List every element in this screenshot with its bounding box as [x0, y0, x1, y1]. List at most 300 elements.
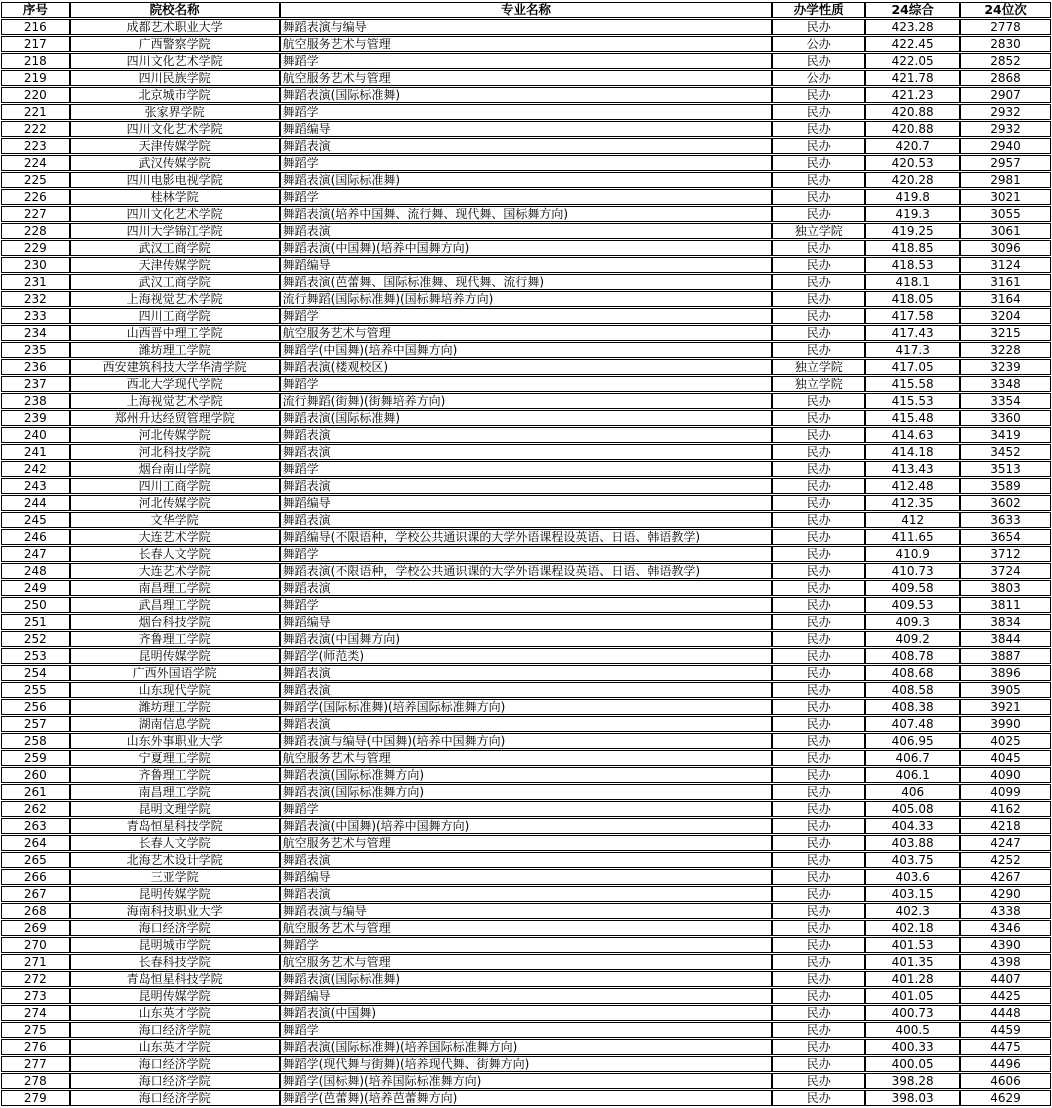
cell-school-name: 河北科技学院: [70, 444, 280, 460]
cell-major-name: 航空服务艺术与管理: [280, 954, 773, 970]
cell-score-24: 408.78: [865, 648, 960, 664]
table-row: [1, 478, 1051, 494]
cell-school-type: 民办: [772, 614, 865, 630]
cell-seq-no: 264: [1, 835, 70, 851]
table-row: [1, 257, 1051, 273]
cell-school-name: 昆明传媒学院: [70, 648, 280, 664]
cell-school-type: 民办: [772, 172, 865, 188]
cell-school-name: 广西警察学院: [70, 36, 280, 52]
cell-school-name: 昆明文理学院: [70, 801, 280, 817]
cell-score-24: 412: [865, 512, 960, 528]
table-row: [1, 121, 1051, 137]
cell-major-name: 舞蹈表演(国际标准舞方向): [280, 767, 773, 783]
cell-school-name: 广西外国语学院: [70, 665, 280, 681]
cell-seq-no: 279: [1, 1090, 70, 1106]
cell-score-24: 420.53: [865, 155, 960, 171]
cell-rank-24: 3896: [960, 665, 1051, 681]
cell-rank-24: 4398: [960, 954, 1051, 970]
cell-major-name: 航空服务艺术与管理: [280, 325, 773, 341]
cell-major-name: 舞蹈学: [280, 597, 773, 613]
cell-score-24: 413.43: [865, 461, 960, 477]
cell-school-type: 民办: [772, 461, 865, 477]
college-rank-table: [1, 1, 1051, 1107]
cell-school-name: 北海艺术设计学院: [70, 852, 280, 868]
cell-major-name: 舞蹈表演: [280, 665, 773, 681]
cell-school-name: 成都艺术职业大学: [70, 19, 280, 35]
cell-score-24: 402.18: [865, 920, 960, 936]
cell-major-name: 舞蹈编导: [280, 988, 773, 1004]
cell-school-type: 民办: [772, 512, 865, 528]
cell-rank-24: 3055: [960, 206, 1051, 222]
cell-rank-24: 3905: [960, 682, 1051, 698]
cell-seq-no: 263: [1, 818, 70, 834]
cell-school-name: 张家界学院: [70, 104, 280, 120]
cell-school-type: 民办: [772, 325, 865, 341]
table-row: [1, 631, 1051, 647]
cell-score-24: 401.35: [865, 954, 960, 970]
table-row: [1, 155, 1051, 171]
cell-school-type: 民办: [772, 580, 865, 596]
cell-score-24: 398.28: [865, 1073, 960, 1089]
cell-major-name: 舞蹈学: [280, 937, 773, 953]
table-row: [1, 291, 1051, 307]
cell-rank-24: 4425: [960, 988, 1051, 1004]
cell-seq-no: 277: [1, 1056, 70, 1072]
table-row: [1, 70, 1051, 86]
cell-seq-no: 225: [1, 172, 70, 188]
cell-school-name: 山东现代学院: [70, 682, 280, 698]
cell-seq-no: 217: [1, 36, 70, 52]
cell-score-24: 406.95: [865, 733, 960, 749]
cell-school-name: 天津传媒学院: [70, 257, 280, 273]
cell-rank-24: 4475: [960, 1039, 1051, 1055]
cell-major-name: 舞蹈表演(国际标准舞): [280, 410, 773, 426]
cell-score-24: 411.65: [865, 529, 960, 545]
column-header-type: 办学性质: [772, 2, 865, 18]
cell-major-name: 舞蹈表演: [280, 444, 773, 460]
cell-score-24: 408.38: [865, 699, 960, 715]
cell-major-name: 舞蹈学: [280, 308, 773, 324]
cell-seq-no: 229: [1, 240, 70, 256]
cell-rank-24: 4045: [960, 750, 1051, 766]
cell-score-24: 420.7: [865, 138, 960, 154]
table-row: [1, 1090, 1051, 1106]
column-header-school: 院校名称: [70, 2, 280, 18]
cell-school-name: 上海视觉艺术学院: [70, 393, 280, 409]
cell-score-24: 420.88: [865, 121, 960, 137]
cell-score-24: 417.58: [865, 308, 960, 324]
cell-school-type: 民办: [772, 240, 865, 256]
cell-school-type: 民办: [772, 920, 865, 936]
cell-seq-no: 273: [1, 988, 70, 1004]
table-row: [1, 886, 1051, 902]
cell-score-24: 403.75: [865, 852, 960, 868]
cell-school-type: 民办: [772, 1090, 865, 1106]
cell-score-24: 403.6: [865, 869, 960, 885]
cell-major-name: 舞蹈表演(国际标准舞方向): [280, 784, 773, 800]
cell-rank-24: 3096: [960, 240, 1051, 256]
cell-score-24: 410.9: [865, 546, 960, 562]
cell-school-name: 宁夏理工学院: [70, 750, 280, 766]
table-row: [1, 444, 1051, 460]
cell-school-name: 海口经济学院: [70, 1022, 280, 1038]
cell-school-name: 海南科技职业大学: [70, 903, 280, 919]
table-body: [1, 19, 1051, 1106]
cell-seq-no: 278: [1, 1073, 70, 1089]
cell-rank-24: 4025: [960, 733, 1051, 749]
cell-seq-no: 227: [1, 206, 70, 222]
cell-seq-no: 241: [1, 444, 70, 460]
cell-score-24: 408.58: [865, 682, 960, 698]
cell-seq-no: 233: [1, 308, 70, 324]
cell-seq-no: 265: [1, 852, 70, 868]
cell-school-name: 四川大学锦江学院: [70, 223, 280, 239]
column-header-rank-24: 24位次: [960, 2, 1051, 18]
cell-school-name: 武昌理工学院: [70, 597, 280, 613]
cell-school-name: 上海视觉艺术学院: [70, 291, 280, 307]
cell-major-name: 流行舞蹈(街舞)(街舞培养方向): [280, 393, 773, 409]
cell-score-24: 407.48: [865, 716, 960, 732]
cell-rank-24: 3061: [960, 223, 1051, 239]
cell-score-24: 401.28: [865, 971, 960, 987]
cell-major-name: 舞蹈学: [280, 104, 773, 120]
cell-seq-no: 274: [1, 1005, 70, 1021]
table-row: [1, 138, 1051, 154]
table-row: [1, 903, 1051, 919]
cell-score-24: 417.3: [865, 342, 960, 358]
cell-seq-no: 256: [1, 699, 70, 715]
table-row: [1, 427, 1051, 443]
cell-score-24: 419.25: [865, 223, 960, 239]
table-row: [1, 580, 1051, 596]
cell-seq-no: 223: [1, 138, 70, 154]
cell-score-24: 400.73: [865, 1005, 960, 1021]
cell-score-24: 420.88: [865, 104, 960, 120]
cell-major-name: 流行舞蹈(国际标准舞)(国标舞培养方向): [280, 291, 773, 307]
table-row: [1, 1022, 1051, 1038]
cell-major-name: 舞蹈表演: [280, 138, 773, 154]
cell-school-type: 民办: [772, 291, 865, 307]
table-row: [1, 342, 1051, 358]
cell-rank-24: 3124: [960, 257, 1051, 273]
cell-seq-no: 224: [1, 155, 70, 171]
cell-major-name: 舞蹈学: [280, 53, 773, 69]
cell-major-name: 舞蹈编导: [280, 495, 773, 511]
header-row: [1, 2, 1051, 18]
cell-major-name: 舞蹈学(师范类): [280, 648, 773, 664]
table-row: [1, 954, 1051, 970]
cell-school-type: 民办: [772, 682, 865, 698]
cell-school-type: 民办: [772, 1073, 865, 1089]
cell-rank-24: 3633: [960, 512, 1051, 528]
cell-school-name: 昆明传媒学院: [70, 988, 280, 1004]
cell-major-name: 舞蹈表演(国际标准舞)(培养国际标准舞方向): [280, 1039, 773, 1055]
cell-school-type: 民办: [772, 801, 865, 817]
cell-school-name: 四川电影电视学院: [70, 172, 280, 188]
cell-major-name: 舞蹈表演: [280, 886, 773, 902]
cell-seq-no: 248: [1, 563, 70, 579]
cell-score-24: 409.3: [865, 614, 960, 630]
cell-rank-24: 2932: [960, 104, 1051, 120]
cell-school-type: 民办: [772, 155, 865, 171]
cell-seq-no: 276: [1, 1039, 70, 1055]
cell-score-24: 418.1: [865, 274, 960, 290]
cell-rank-24: 2830: [960, 36, 1051, 52]
cell-rank-24: 3452: [960, 444, 1051, 460]
cell-score-24: 417.05: [865, 359, 960, 375]
table-row: [1, 682, 1051, 698]
cell-school-type: 民办: [772, 716, 865, 732]
cell-school-name: 西安建筑科技大学华清学院: [70, 359, 280, 375]
cell-school-type: 民办: [772, 631, 865, 647]
table-row: [1, 359, 1051, 375]
cell-score-24: 409.53: [865, 597, 960, 613]
cell-seq-no: 216: [1, 19, 70, 35]
cell-seq-no: 251: [1, 614, 70, 630]
cell-school-name: 昆明城市学院: [70, 937, 280, 953]
table-row: [1, 325, 1051, 341]
cell-school-name: 大连艺术学院: [70, 563, 280, 579]
cell-school-type: 民办: [772, 869, 865, 885]
cell-rank-24: 3204: [960, 308, 1051, 324]
cell-school-name: 山西晋中理工学院: [70, 325, 280, 341]
cell-score-24: 401.53: [865, 937, 960, 953]
table-row: [1, 461, 1051, 477]
table-row: [1, 189, 1051, 205]
cell-rank-24: 3803: [960, 580, 1051, 596]
cell-school-type: 公办: [772, 36, 865, 52]
cell-rank-24: 2778: [960, 19, 1051, 35]
cell-school-name: 河北传媒学院: [70, 427, 280, 443]
table-row: [1, 665, 1051, 681]
cell-school-name: 桂林学院: [70, 189, 280, 205]
table-row: [1, 614, 1051, 630]
cell-seq-no: 222: [1, 121, 70, 137]
cell-score-24: 405.08: [865, 801, 960, 817]
cell-school-name: 武汉传媒学院: [70, 155, 280, 171]
cell-school-name: 潍坊理工学院: [70, 342, 280, 358]
cell-score-24: 423.28: [865, 19, 960, 35]
cell-school-name: 烟台南山学院: [70, 461, 280, 477]
cell-major-name: 舞蹈表演: [280, 852, 773, 868]
cell-school-name: 武汉工商学院: [70, 274, 280, 290]
cell-major-name: 舞蹈表演(中国舞)(培养中国舞方向): [280, 240, 773, 256]
cell-rank-24: 4496: [960, 1056, 1051, 1072]
cell-score-24: 400.33: [865, 1039, 960, 1055]
cell-major-name: 舞蹈表演(中国舞)(培养中国舞方向): [280, 818, 773, 834]
cell-major-name: 舞蹈学(国际标准舞)(培养国际标准舞方向): [280, 699, 773, 715]
cell-school-name: 海口经济学院: [70, 920, 280, 936]
cell-major-name: 航空服务艺术与管理: [280, 36, 773, 52]
cell-school-name: 长春人文学院: [70, 835, 280, 851]
table-row: [1, 784, 1051, 800]
cell-rank-24: 4629: [960, 1090, 1051, 1106]
cell-school-type: 民办: [772, 495, 865, 511]
cell-school-type: 民办: [772, 546, 865, 562]
cell-school-name: 南昌理工学院: [70, 580, 280, 596]
cell-seq-no: 234: [1, 325, 70, 341]
cell-school-type: 民办: [772, 597, 865, 613]
cell-rank-24: 4606: [960, 1073, 1051, 1089]
table-row: [1, 19, 1051, 35]
cell-rank-24: 2940: [960, 138, 1051, 154]
cell-seq-no: 266: [1, 869, 70, 885]
cell-score-24: 406.1: [865, 767, 960, 783]
cell-major-name: 舞蹈学: [280, 155, 773, 171]
cell-seq-no: 220: [1, 87, 70, 103]
table-row: [1, 36, 1051, 52]
cell-major-name: 舞蹈表演与编导: [280, 19, 773, 35]
cell-school-type: 民办: [772, 988, 865, 1004]
cell-rank-24: 4252: [960, 852, 1051, 868]
cell-school-name: 昆明传媒学院: [70, 886, 280, 902]
table-row: [1, 767, 1051, 783]
cell-major-name: 舞蹈学(现代舞与街舞)(培养现代舞、街舞方向): [280, 1056, 773, 1072]
cell-rank-24: 3589: [960, 478, 1051, 494]
cell-major-name: 舞蹈编导(不限语种，学校公共通识课的大学外语课程设英语、日语、韩语教学): [280, 529, 773, 545]
cell-seq-no: 270: [1, 937, 70, 953]
cell-school-type: 民办: [772, 121, 865, 137]
table-row: [1, 818, 1051, 834]
cell-school-type: 民办: [772, 699, 865, 715]
cell-rank-24: 2852: [960, 53, 1051, 69]
cell-seq-no: 258: [1, 733, 70, 749]
table-row: [1, 988, 1051, 1004]
cell-school-type: 民办: [772, 478, 865, 494]
cell-major-name: 舞蹈学(芭蕾舞)(培养芭蕾舞方向): [280, 1090, 773, 1106]
cell-major-name: 舞蹈编导: [280, 121, 773, 137]
cell-rank-24: 4407: [960, 971, 1051, 987]
cell-school-type: 民办: [772, 444, 865, 460]
cell-rank-24: 3811: [960, 597, 1051, 613]
cell-major-name: 舞蹈表演与编导(中国舞)(培养中国舞方向): [280, 733, 773, 749]
cell-school-name: 武汉工商学院: [70, 240, 280, 256]
cell-school-type: 民办: [772, 1039, 865, 1055]
cell-major-name: 舞蹈表演(培养中国舞、流行舞、现代舞、国标舞方向): [280, 206, 773, 222]
table-row: [1, 393, 1051, 409]
cell-school-type: 民办: [772, 410, 865, 426]
cell-rank-24: 3419: [960, 427, 1051, 443]
table-row: [1, 699, 1051, 715]
cell-rank-24: 4346: [960, 920, 1051, 936]
cell-major-name: 航空服务艺术与管理: [280, 750, 773, 766]
cell-score-24: 418.05: [865, 291, 960, 307]
cell-major-name: 舞蹈表演: [280, 427, 773, 443]
cell-seq-no: 245: [1, 512, 70, 528]
cell-seq-no: 228: [1, 223, 70, 239]
cell-school-type: 民办: [772, 852, 865, 868]
table-row: [1, 1056, 1051, 1072]
cell-rank-24: 4459: [960, 1022, 1051, 1038]
cell-school-type: 民办: [772, 206, 865, 222]
cell-school-name: 四川文化艺术学院: [70, 53, 280, 69]
cell-score-24: 415.53: [865, 393, 960, 409]
cell-major-name: 舞蹈学: [280, 1022, 773, 1038]
cell-major-name: 舞蹈表演: [280, 716, 773, 732]
cell-school-type: 公办: [772, 70, 865, 86]
cell-rank-24: 4390: [960, 937, 1051, 953]
cell-score-24: 406.7: [865, 750, 960, 766]
cell-school-name: 四川文化艺术学院: [70, 121, 280, 137]
cell-major-name: 舞蹈表演(国际标准舞): [280, 971, 773, 987]
cell-score-24: 421.78: [865, 70, 960, 86]
cell-school-type: 独立学院: [772, 376, 865, 392]
cell-seq-no: 244: [1, 495, 70, 511]
cell-school-type: 民办: [772, 19, 865, 35]
cell-score-24: 419.3: [865, 206, 960, 222]
cell-major-name: 舞蹈表演: [280, 478, 773, 494]
cell-school-type: 民办: [772, 937, 865, 953]
table-row: [1, 750, 1051, 766]
cell-seq-no: 268: [1, 903, 70, 919]
cell-school-name: 山东英才学院: [70, 1005, 280, 1021]
cell-score-24: 401.05: [865, 988, 960, 1004]
cell-school-name: 三亚学院: [70, 869, 280, 885]
cell-seq-no: 242: [1, 461, 70, 477]
cell-major-name: 舞蹈表演(不限语种，学校公共通识课的大学外语课程设英语、日语、韩语教学): [280, 563, 773, 579]
cell-school-type: 民办: [772, 1056, 865, 1072]
cell-school-name: 齐鲁理工学院: [70, 631, 280, 647]
cell-seq-no: 230: [1, 257, 70, 273]
cell-score-24: 403.88: [865, 835, 960, 851]
cell-seq-no: 247: [1, 546, 70, 562]
table-row: [1, 716, 1051, 732]
cell-school-name: 长春人文学院: [70, 546, 280, 562]
cell-score-24: 404.33: [865, 818, 960, 834]
cell-major-name: 舞蹈编导: [280, 614, 773, 630]
cell-school-name: 郑州升达经贸管理学院: [70, 410, 280, 426]
cell-school-name: 长春科技学院: [70, 954, 280, 970]
cell-score-24: 402.3: [865, 903, 960, 919]
table-row: [1, 648, 1051, 664]
cell-seq-no: 255: [1, 682, 70, 698]
table-row: [1, 801, 1051, 817]
cell-seq-no: 253: [1, 648, 70, 664]
cell-school-type: 民办: [772, 1005, 865, 1021]
cell-school-type: 民办: [772, 529, 865, 545]
cell-rank-24: 3021: [960, 189, 1051, 205]
table-row: [1, 53, 1051, 69]
cell-seq-no: 221: [1, 104, 70, 120]
cell-rank-24: 3360: [960, 410, 1051, 426]
cell-school-type: 民办: [772, 784, 865, 800]
cell-school-name: 海口经济学院: [70, 1090, 280, 1106]
cell-rank-24: 3239: [960, 359, 1051, 375]
cell-school-type: 民办: [772, 665, 865, 681]
table-row: [1, 410, 1051, 426]
cell-rank-24: 4162: [960, 801, 1051, 817]
cell-school-name: 北京城市学院: [70, 87, 280, 103]
cell-school-type: 独立学院: [772, 359, 865, 375]
cell-seq-no: 259: [1, 750, 70, 766]
cell-seq-no: 237: [1, 376, 70, 392]
cell-school-name: 齐鲁理工学院: [70, 767, 280, 783]
cell-school-name: 四川工商学院: [70, 478, 280, 494]
cell-school-name: 西北大学现代学院: [70, 376, 280, 392]
cell-seq-no: 243: [1, 478, 70, 494]
cell-school-type: 民办: [772, 767, 865, 783]
cell-school-name: 海口经济学院: [70, 1073, 280, 1089]
cell-major-name: 航空服务艺术与管理: [280, 920, 773, 936]
table-row: [1, 223, 1051, 239]
table-row: [1, 87, 1051, 103]
cell-seq-no: 275: [1, 1022, 70, 1038]
cell-score-24: 406: [865, 784, 960, 800]
cell-score-24: 400.05: [865, 1056, 960, 1072]
cell-major-name: 舞蹈表演: [280, 223, 773, 239]
cell-score-24: 414.18: [865, 444, 960, 460]
cell-score-24: 400.5: [865, 1022, 960, 1038]
